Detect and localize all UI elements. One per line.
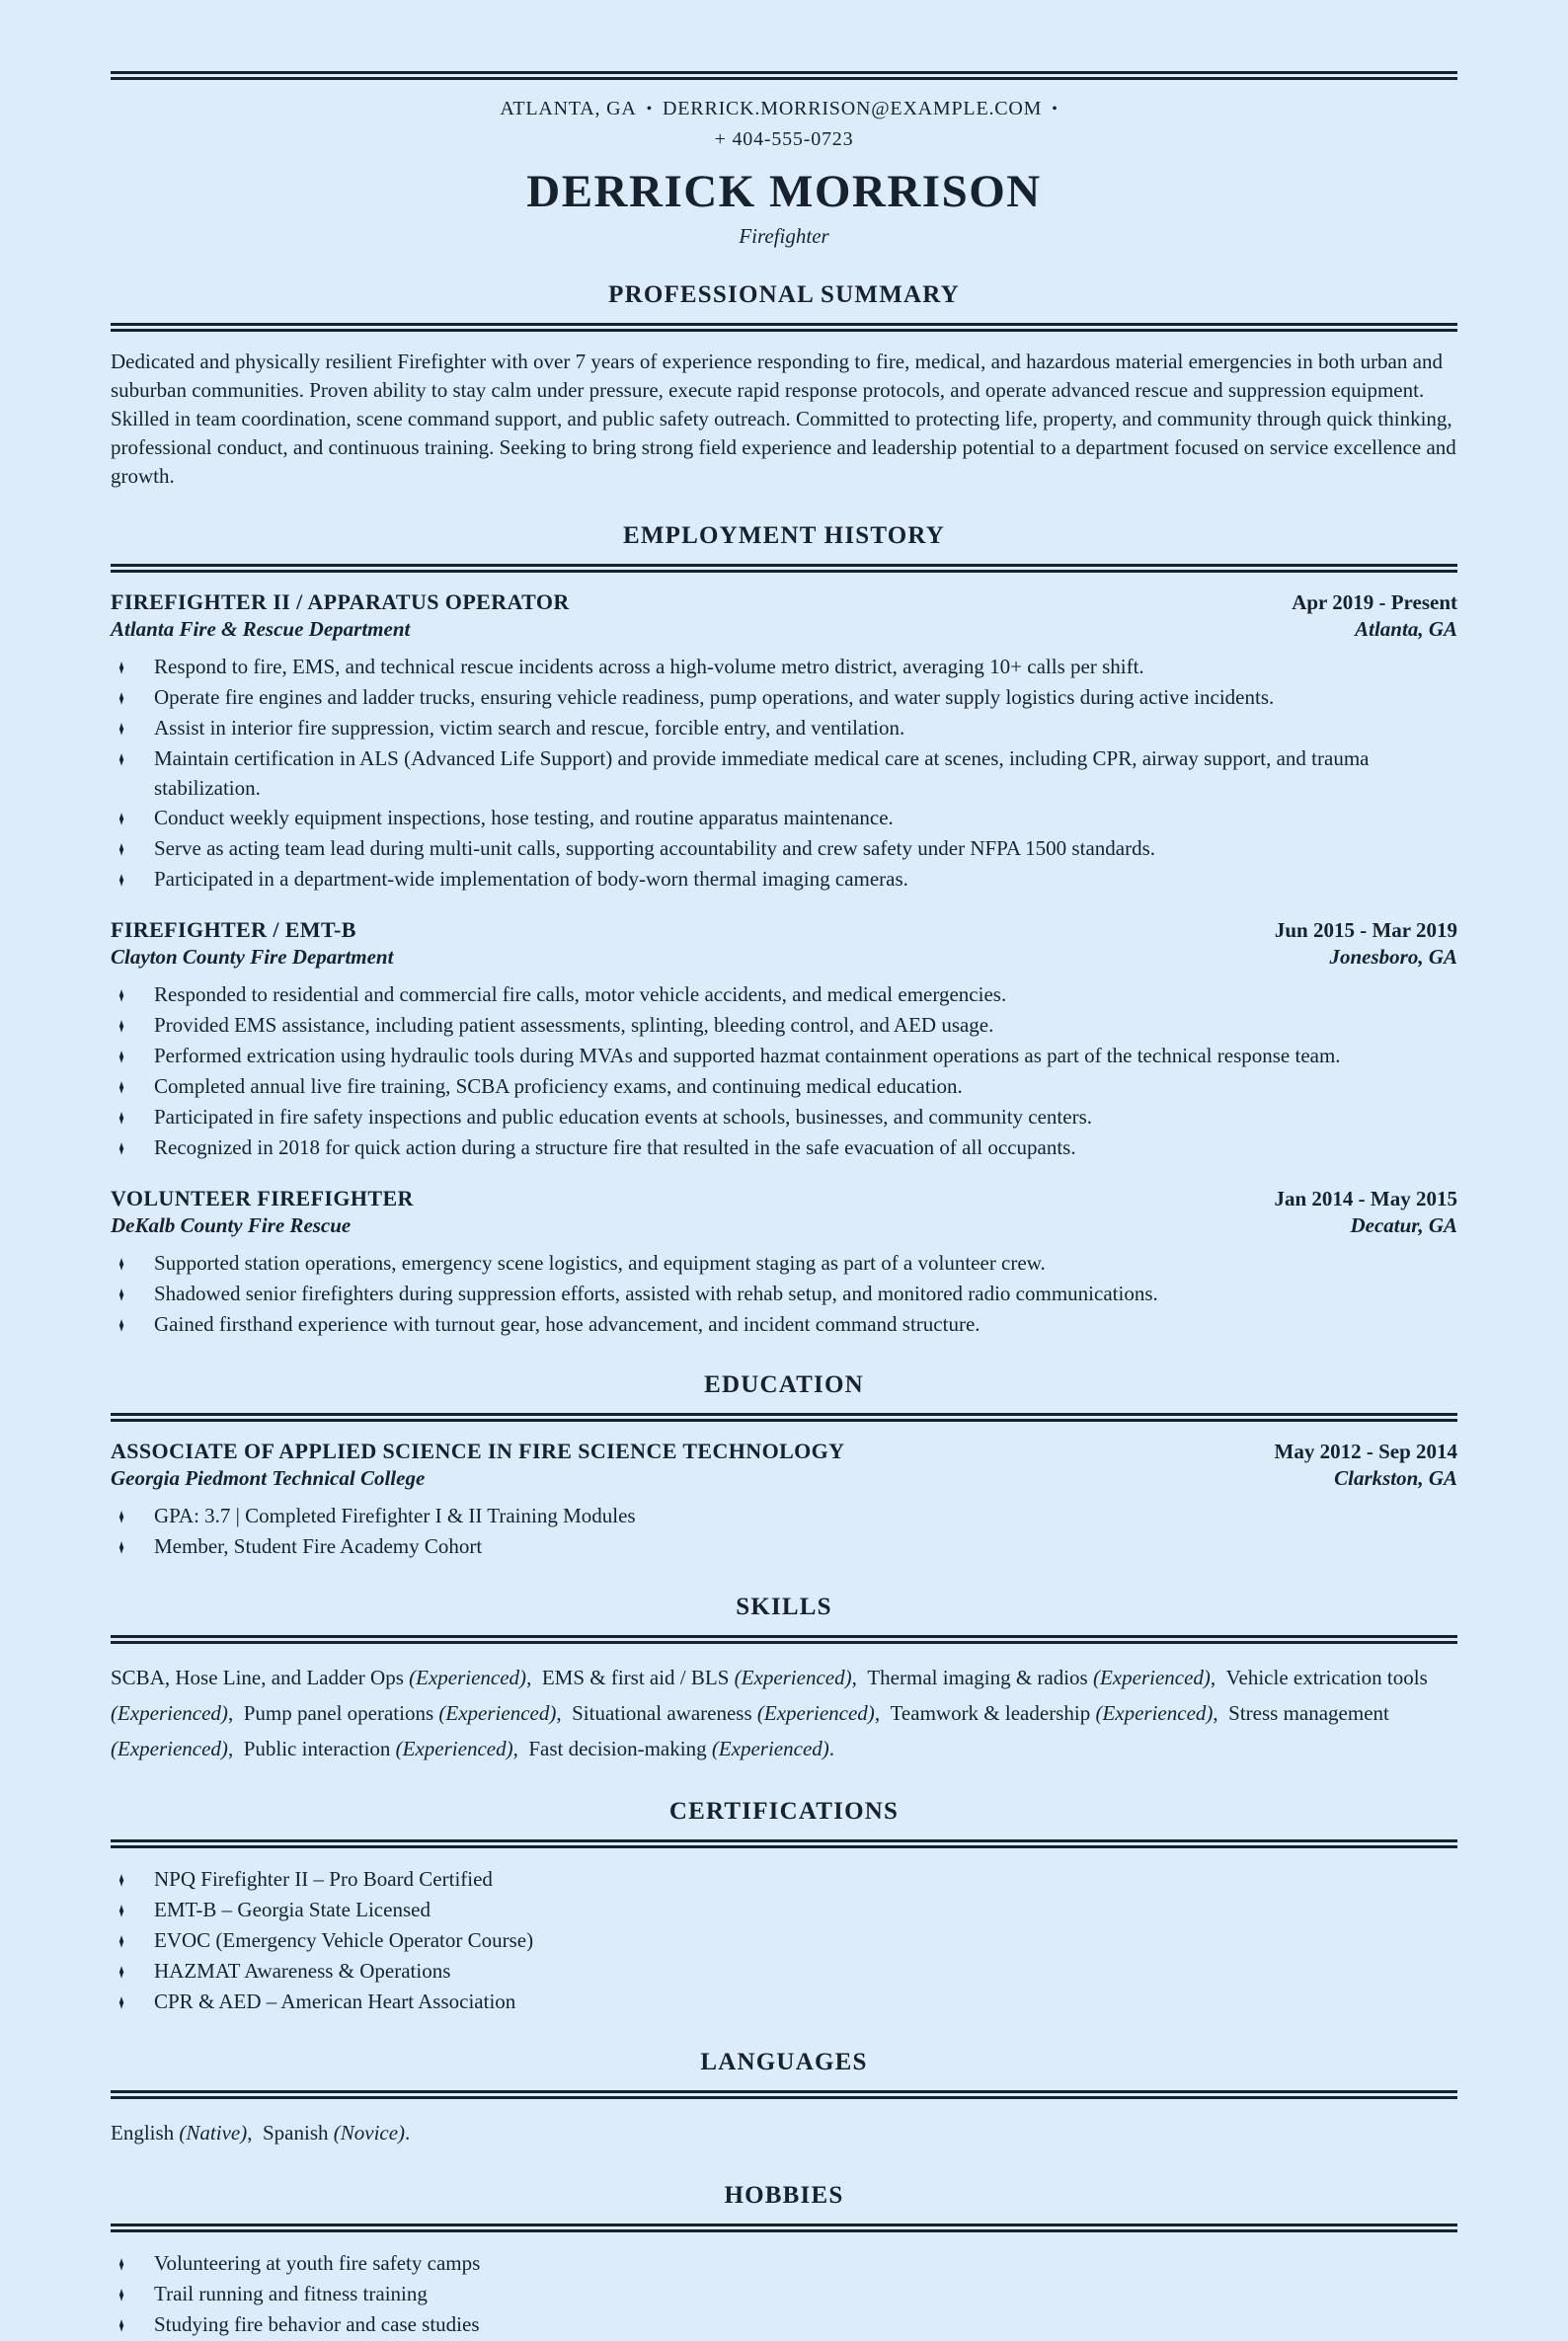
section-body	[111, 1438, 1457, 1562]
bullet-item	[111, 1071, 1457, 1102]
item-level: (Experienced)	[756, 1701, 875, 1725]
bullet-text: Assist in interior fire suppression, victim search and rescue, forcible entry, and ventilation.	[154, 716, 905, 740]
section-body	[111, 2248, 1457, 2340]
item-level: (Experienced)	[734, 1666, 852, 1689]
bullet-item	[111, 1987, 1457, 2017]
bullet-item	[111, 1864, 1457, 1895]
skill-item: EMS & first aid / BLS (Experienced),	[541, 1666, 868, 1689]
section-body	[111, 588, 1457, 1340]
section-body	[111, 348, 1457, 491]
section-bullets	[111, 1864, 1457, 2017]
section-heading: HOBBIES	[724, 2182, 844, 2209]
candidate-name: DERRICK MORRISON	[526, 166, 1042, 217]
bullet-item	[111, 1132, 1457, 1163]
section-employment	[111, 520, 1457, 1340]
entry-location: Jonesboro, GA	[1329, 945, 1457, 969]
diamond-bullet-icon: ♦	[118, 1075, 124, 1099]
bullet-item	[111, 743, 1457, 803]
contact-separator: •	[1052, 101, 1058, 117]
section-heading: EMPLOYMENT HISTORY	[622, 522, 946, 549]
bullet-text: Studying fire behavior and case studies	[154, 2312, 480, 2336]
entry	[111, 1438, 1457, 1562]
entry-bullets	[111, 1501, 1457, 1562]
section-divider	[111, 1839, 1457, 1848]
top-divider	[111, 71, 1457, 80]
skill-item: Stress management (Experienced),	[111, 1701, 1389, 1760]
bullet-text: Operate fire engines and ladder trucks, ensuring vehicle readiness, pump operations, and water supply logistics during active incidents.	[154, 685, 1275, 709]
bullet-item	[111, 1102, 1457, 1132]
entry-title: ASSOCIATE OF APPLIED SCIENCE IN FIRE SCIENCE TECHNOLOGY	[111, 1439, 845, 1463]
skill-item: Vehicle extrication tools (Experienced),	[111, 1666, 1428, 1725]
bullet-text: Maintain certification in ALS (Advanced Life Support) and provide immediate medical care at scenes, including CPR, airway support, and trauma stabilization.	[154, 746, 1370, 800]
section-heading: CERTIFICATIONS	[668, 1798, 900, 1825]
diamond-bullet-icon: ♦	[118, 1990, 124, 2014]
bullet-item	[111, 682, 1457, 713]
entry-title: FIREFIGHTER / EMT-B	[111, 917, 356, 942]
diamond-bullet-icon: ♦	[118, 747, 124, 771]
bullet-text: GPA: 3.7 | Completed Firefighter I & II Training Modules	[154, 1504, 636, 1527]
item-level: (Experienced)	[111, 1737, 228, 1760]
item-level: (Experienced)	[395, 1737, 513, 1760]
bullet-item	[111, 833, 1457, 864]
diamond-bullet-icon: ♦	[118, 1929, 124, 1953]
section-body	[111, 2115, 1457, 2150]
section-hobbies	[111, 2180, 1457, 2340]
section-divider	[111, 2090, 1457, 2099]
section-languages	[111, 2047, 1457, 2150]
contact-info	[111, 94, 1457, 155]
section-divider	[111, 1413, 1457, 1422]
bullet-item	[111, 2279, 1457, 2309]
diamond-bullet-icon: ♦	[118, 868, 124, 892]
bullet-text: HAZMAT Awareness & Operations	[154, 1959, 451, 1983]
section-divider	[111, 2224, 1457, 2232]
skill-item: Teamwork & leadership (Experienced),	[890, 1701, 1229, 1725]
section-summary	[111, 279, 1457, 491]
contact-phone: + 404-555-0723	[714, 128, 854, 150]
diamond-bullet-icon: ♦	[118, 656, 124, 679]
skill-item: Situational awareness (Experienced),	[572, 1701, 891, 1725]
diamond-bullet-icon: ♦	[118, 2283, 124, 2306]
diamond-bullet-icon: ♦	[118, 1868, 124, 1892]
bullet-item	[111, 1309, 1457, 1340]
bullet-item	[111, 1010, 1457, 1041]
section-divider	[111, 323, 1457, 332]
section-body	[111, 1864, 1457, 2017]
item-level: (Experienced)	[711, 1737, 829, 1760]
contact-separator: •	[646, 101, 654, 117]
entry-title: FIREFIGHTER II / APPARATUS OPERATOR	[111, 589, 570, 614]
contact-location: ATLANTA, GA	[500, 98, 637, 119]
item-level: (Experienced)	[111, 1701, 228, 1725]
skill-item: Fast decision-making (Experienced).	[528, 1737, 835, 1760]
bullet-item	[111, 1248, 1457, 1279]
item-level: (Novice)	[333, 2121, 406, 2145]
diamond-bullet-icon: ♦	[118, 2252, 124, 2276]
section-heading: LANGUAGES	[700, 2049, 868, 2075]
bullet-text: Member, Student Fire Academy Cohort	[154, 1534, 483, 1558]
bullet-text: CPR & AED – American Heart Association	[154, 1990, 516, 2013]
entry	[111, 916, 1457, 1163]
bullet-item	[111, 652, 1457, 682]
skill-item: Thermal imaging & radios (Experienced),	[867, 1666, 1226, 1689]
bullet-item	[111, 713, 1457, 743]
entry-company: Clayton County Fire Department	[111, 945, 394, 969]
candidate-title: Firefighter	[739, 224, 829, 248]
entry-title: VOLUNTEER FIREFIGHTER	[111, 1186, 414, 1210]
bullet-item	[111, 1531, 1457, 1562]
entry-location: Atlanta, GA	[1355, 617, 1457, 641]
bullet-text: Completed annual live fire training, SCBA proficiency exams, and continuing medical education.	[154, 1074, 963, 1098]
item-level: (Experienced)	[409, 1666, 527, 1689]
summary-text: Dedicated and physically resilient Firefighter with over 7 years of experience responding to fire, medical, and hazardous material emergencies in both urban and suburban communities. Proven ability to stay calm under pressure, execute rapid response protocols, and operate advanced rescue and suppression equipment. Skilled in team coordination, scene command support, and public safety outreach. Committed to protecting life, property, and community through quick thinking, professional conduct, and continuous training. Seeking to bring strong field experience and leadership potential to a department focused on service excellence and growth.	[111, 350, 1456, 488]
entry-bullets	[111, 1248, 1457, 1340]
diamond-bullet-icon: ♦	[118, 686, 124, 710]
section-certifications	[111, 1796, 1457, 2017]
bullet-item	[111, 1041, 1457, 1071]
item-level: (Experienced)	[1095, 1701, 1214, 1725]
entry-date: Jun 2015 - Mar 2019	[1274, 918, 1457, 942]
section-heading: EDUCATION	[704, 1371, 864, 1398]
entry-date: Jan 2014 - May 2015	[1274, 1187, 1457, 1210]
bullet-item	[111, 1895, 1457, 1925]
diamond-bullet-icon: ♦	[118, 1045, 124, 1068]
language-item: Spanish (Novice).	[262, 2121, 411, 2145]
section-divider	[111, 564, 1457, 573]
entry	[111, 588, 1457, 895]
item-level: (Experienced)	[1092, 1666, 1211, 1689]
bullet-text: NPQ Firefighter II – Pro Board Certified	[154, 1867, 493, 1891]
bullet-item	[111, 2309, 1457, 2340]
diamond-bullet-icon: ♦	[118, 807, 124, 830]
diamond-bullet-icon: ♦	[118, 1283, 124, 1306]
bullet-text: EMT-B – Georgia State Licensed	[154, 1898, 431, 1921]
diamond-bullet-icon: ♦	[118, 1505, 124, 1528]
section-bullets	[111, 2248, 1457, 2340]
entry	[111, 1185, 1457, 1340]
section-heading: SKILLS	[736, 1594, 832, 1620]
bullet-text: Supported station operations, emergency scene logistics, and equipment staging as part of a volunteer crew.	[154, 1251, 1046, 1275]
bullet-item	[111, 979, 1457, 1010]
section-body	[111, 1660, 1457, 1766]
entry-date: May 2012 - Sep 2014	[1274, 1440, 1457, 1463]
diamond-bullet-icon: ♦	[118, 1535, 124, 1559]
bullet-item	[111, 1925, 1457, 1956]
entry-company: Georgia Piedmont Technical College	[111, 1466, 426, 1490]
diamond-bullet-icon: ♦	[118, 717, 124, 741]
skill-item: Pump panel operations (Experienced),	[243, 1701, 573, 1725]
bullet-text: Participated in fire safety inspections and public education events at schools, businesses, and community centers.	[154, 1105, 1093, 1129]
section-skills	[111, 1592, 1457, 1766]
bullet-text: Performed extrication using hydraulic tools during MVAs and supported hazmat containment operations as part of the technical response team.	[154, 1044, 1341, 1067]
entry-bullets	[111, 979, 1457, 1163]
item-level: (Native)	[179, 2121, 248, 2145]
contact-email: DERRICK.MORRISON@EXAMPLE.COM	[663, 98, 1043, 119]
item-level: (Experienced)	[438, 1701, 557, 1725]
diamond-bullet-icon: ♦	[118, 1313, 124, 1337]
bullet-text: Responded to residential and commercial fire calls, motor vehicle accidents, and medical emergencies.	[154, 982, 1007, 1006]
bullet-text: Serve as acting team lead during multi-unit calls, supporting accountability and crew safety under NFPA 1500 standards.	[154, 836, 1155, 860]
bullet-item	[111, 864, 1457, 895]
diamond-bullet-icon: ♦	[118, 2313, 124, 2337]
diamond-bullet-icon: ♦	[118, 1252, 124, 1276]
language-item: English (Native),	[111, 2121, 263, 2145]
bullet-text: Volunteering at youth fire safety camps	[154, 2251, 481, 2275]
skill-item: SCBA, Hose Line, and Ladder Ops (Experienced),	[111, 1666, 542, 1689]
entry-date: Apr 2019 - Present	[1292, 590, 1457, 614]
bullet-text: Gained firsthand experience with turnout gear, hose advancement, and incident command structure.	[154, 1312, 980, 1336]
inline-list	[111, 2115, 1457, 2150]
entry-location: Decatur, GA	[1350, 1213, 1457, 1237]
diamond-bullet-icon: ♦	[118, 1014, 124, 1038]
bullet-text: Provided EMS assistance, including patient assessments, splinting, bleeding control, and AED usage.	[154, 1013, 994, 1037]
section-divider	[111, 1635, 1457, 1644]
inline-list	[111, 1660, 1457, 1766]
bullet-item	[111, 2248, 1457, 2279]
bullet-text: Conduct weekly equipment inspections, hose testing, and routine apparatus maintenance.	[154, 806, 894, 829]
bullet-item	[111, 1956, 1457, 1987]
bullet-text: Recognized in 2018 for quick action during a structure fire that resulted in the safe evacuation of all occupants.	[154, 1135, 1076, 1159]
bullet-item	[111, 803, 1457, 833]
section-education	[111, 1369, 1457, 1562]
bullet-item	[111, 1279, 1457, 1309]
skill-item: Public interaction (Experienced),	[243, 1737, 529, 1760]
diamond-bullet-icon: ♦	[118, 1960, 124, 1984]
bullet-text: Trail running and fitness training	[154, 2282, 428, 2305]
entry-location: Clarkston, GA	[1334, 1466, 1457, 1490]
bullet-text: EVOC (Emergency Vehicle Operator Course)	[154, 1928, 534, 1952]
diamond-bullet-icon: ♦	[118, 983, 124, 1007]
bullet-item	[111, 1501, 1457, 1531]
sections	[111, 279, 1457, 2340]
entry-company: DeKalb County Fire Rescue	[111, 1213, 352, 1237]
diamond-bullet-icon: ♦	[118, 1136, 124, 1160]
diamond-bullet-icon: ♦	[118, 1106, 124, 1130]
entry-company: Atlanta Fire & Rescue Department	[111, 617, 411, 641]
diamond-bullet-icon: ♦	[118, 837, 124, 861]
entry-bullets	[111, 652, 1457, 895]
bullet-text: Shadowed senior firefighters during suppression efforts, assisted with rehab setup, and monitored radio communications.	[154, 1282, 1158, 1305]
section-heading: PROFESSIONAL SUMMARY	[608, 281, 960, 308]
diamond-bullet-icon: ♦	[118, 1899, 124, 1922]
bullet-text: Respond to fire, EMS, and technical rescue incidents across a high-volume metro district, averaging 10+ calls per shift.	[154, 655, 1144, 678]
bullet-text: Participated in a department-wide implementation of body-worn thermal imaging cameras.	[154, 867, 908, 891]
